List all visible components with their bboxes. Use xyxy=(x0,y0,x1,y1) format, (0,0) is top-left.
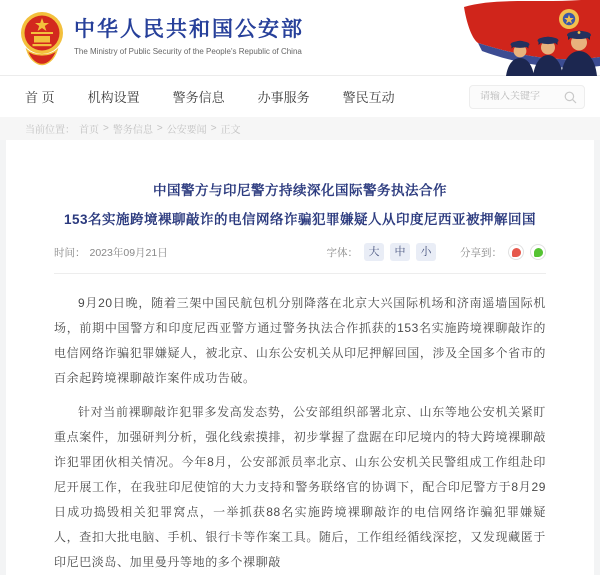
article-meta xyxy=(54,243,546,274)
site-brand xyxy=(20,11,304,67)
font-size-small-button[interactable]: 小 xyxy=(416,243,436,261)
article-date: 2023年09月21日 xyxy=(89,246,168,259)
site-header xyxy=(0,0,600,76)
nav-items xyxy=(25,87,395,106)
article-title xyxy=(54,140,546,229)
national-emblem-icon xyxy=(20,11,64,67)
breadcrumb-separator: > xyxy=(156,123,163,134)
police-banner-image xyxy=(448,0,600,76)
breadcrumb-item-current: 正文 xyxy=(220,125,241,136)
font-size-medium-button[interactable]: 中 xyxy=(390,243,410,261)
brand-text xyxy=(74,11,304,56)
article-body xyxy=(54,274,546,575)
share-weibo-icon[interactable] xyxy=(508,244,524,260)
article-tools xyxy=(327,243,547,261)
time-label: 时间： xyxy=(54,246,86,259)
nav-item-police-info[interactable]: 警务信息 xyxy=(172,90,225,105)
nav-item-organization[interactable]: 机构设置 xyxy=(87,90,140,105)
share-wechat-icon[interactable] xyxy=(530,244,546,260)
article-paragraph-2: 针对当前裸聊敲诈犯罪多发高发态势，公安部组织部署北京、山东等地公安机关紧盯重点案件，加强研判分析，强化线索摸排，初步掌握了盘踞在印尼境内的特大跨境裸聊敲诈犯罪团伙相关情况。今年8月，公安部派员率北京、山东公安机关民警组成工作组赴印尼开展工作，在我驻印尼使馆的大力支持和警务联络官的协调下，配合印尼警方于8月29日成功捣毁相关犯罪窝点，一举抓获88名实施跨境裸聊敲诈的电信网络诈骗犯罪嫌疑人，查扣大批电脑、手机、银行卡等作案工具。随后，工作组经循线深挖，又发现藏匿于印尼巴淡岛、加里曼丹等地的多个裸聊敲 xyxy=(54,405,546,570)
article-date-block xyxy=(54,245,168,260)
main-nav xyxy=(0,76,600,117)
breadcrumb xyxy=(0,117,600,140)
share-label: 分享到： xyxy=(460,246,502,259)
nav-item-interaction[interactable]: 警民互动 xyxy=(342,90,395,105)
font-size-label: 字体： xyxy=(326,246,358,259)
article-paragraph-1: 9月20日晚，随着三架中国民航包机分别降落在北京大兴国际机场和济南遥墙国际机场，前期中国警方和印度尼西亚警方通过警务执法合作抓获的153名实施跨境裸聊敲诈的电信网络诈骗犯罪嫌疑人，被北京、山东公安机关从印尼押解回国，涉及全国多个省市的百余起跨境裸聊敲诈案件成功告破。 xyxy=(54,296,546,386)
breadcrumb-label: 当前位置： xyxy=(25,125,75,136)
weibo-icon xyxy=(512,248,521,257)
wechat-icon xyxy=(534,248,543,257)
site-subtitle: The Ministry of Public Security of the People's Republic of China xyxy=(74,47,302,57)
breadcrumb-item-home[interactable]: 首页 xyxy=(79,125,99,136)
nav-item-services[interactable]: 办事服务 xyxy=(257,90,310,105)
nav-item-home[interactable]: 首 页 xyxy=(25,90,55,105)
article-title-line1: 中国警方与印尼警方持续深化国际警务执法合作 xyxy=(153,183,447,198)
breadcrumb-item-news[interactable]: 公安要闻 xyxy=(166,125,207,136)
breadcrumb-item-police-info[interactable]: 警务信息 xyxy=(112,125,153,136)
search-input[interactable] xyxy=(470,91,558,102)
font-size-large-button[interactable]: 大 xyxy=(364,243,384,261)
search-box xyxy=(469,85,585,109)
article-title-line2: 153名实施跨境裸聊敲诈的电信网络诈骗犯罪嫌疑人从印度尼西亚被押解回国 xyxy=(63,212,537,228)
site-title: 中华人民共和国公安部 xyxy=(74,18,304,41)
article-card xyxy=(6,140,594,575)
search-icon[interactable] xyxy=(564,91,577,104)
breadcrumb-separator: > xyxy=(103,123,109,134)
breadcrumb-separator: > xyxy=(210,123,217,134)
